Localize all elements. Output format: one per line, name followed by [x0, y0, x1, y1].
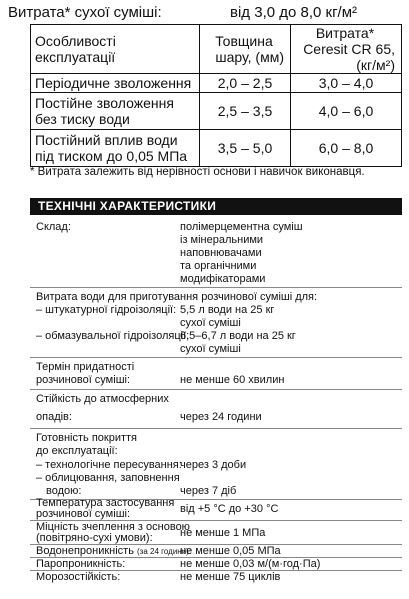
- adhesion-value: не менше 1 МПа: [180, 527, 266, 539]
- tech-section: [30, 0, 402, 599]
- adhesion-label-line: Міцність зчеплення з основою: [36, 521, 190, 533]
- pot-life-label-line: розчинової суміші:: [36, 374, 131, 386]
- divider: [30, 389, 402, 390]
- waterproof-label-small: (за 24 години):: [137, 547, 192, 556]
- waterproof-label-text: Водонепроникність: [36, 545, 134, 557]
- footnote: * Витрата залежить від нерівності основи і навичок виконавця.: [30, 166, 365, 178]
- water-item-label: – обмазувальної гідроізоляції:: [36, 330, 190, 342]
- vapor-value: не менше 0,03 м/(м·год·Па): [180, 558, 321, 570]
- divider: [30, 287, 402, 288]
- consumption-label: Витрата* сухої суміші:: [8, 4, 162, 21]
- row-consumption: 6,0 – 8,0: [291, 130, 402, 167]
- composition-value-line: та органічними: [180, 260, 257, 272]
- temperature-label-line: розчинової суміші:: [36, 508, 131, 520]
- temperature-value: від +5 °С до +30 °С: [180, 503, 279, 515]
- readiness-item-label-line: водою:: [46, 485, 82, 497]
- adhesion-label-line: (повітряно-сухі умови):: [36, 532, 153, 544]
- temperature-label-line: Температура застосування: [36, 497, 175, 509]
- composition-value-line: полімерцементна суміш: [180, 221, 303, 233]
- header-conditions-line2: експлуатації: [35, 49, 116, 65]
- consumption-value: від 3,0 до 8,0 кг/м²: [230, 4, 358, 21]
- header-consumption-line1: Витрата*: [315, 25, 375, 41]
- row-conditions-line: Постійне зволоження: [35, 95, 174, 111]
- header-consumption-line2: Ceresit CR 65, (кг/м²): [303, 41, 395, 73]
- rain-value: через 24 години: [180, 411, 262, 423]
- water-item-value-line: сухої суміші: [180, 317, 241, 329]
- row-conditions-line: під тиском до 0,05 МПа: [35, 148, 188, 164]
- readiness-item-value: через 3 доби: [180, 459, 247, 471]
- pot-life-label-line: Термін придатності: [36, 361, 135, 373]
- frost-label: Морозостійкість:: [36, 571, 121, 583]
- divider: [30, 428, 402, 429]
- readiness-label-line: до експлуатації:: [36, 445, 118, 457]
- composition-value-line: із мінеральними: [180, 234, 264, 246]
- divider: [30, 357, 402, 358]
- header-conditions-line1: Особливості: [35, 33, 116, 49]
- header-thickness-line1: Товщина: [215, 33, 273, 49]
- water-item-label: – штукатурної гідроізоляції:: [36, 304, 177, 316]
- row-thickness: 2,0 – 2,5: [200, 74, 291, 93]
- row-thickness: 2,5 – 3,5: [200, 93, 291, 130]
- readiness-label-line: Готовність покриття: [36, 432, 137, 444]
- vapor-label: Паропроникність:: [36, 558, 126, 570]
- row-conditions-line: Постійний вплив води: [35, 132, 178, 148]
- pot-life-value: не менше 60 хвилин: [180, 374, 285, 386]
- row-thickness: 3,5 – 5,0: [200, 130, 291, 167]
- readiness-item-label-line: – облицювання, заповнення: [36, 472, 180, 484]
- water-label: Витрата води для приготування розчинової суміші для:: [36, 291, 318, 303]
- row-consumption: 3,0 – 4,0: [291, 74, 402, 93]
- row-conditions-line: Періодичне зволоження: [35, 75, 192, 91]
- row-consumption: 4,0 – 6,0: [291, 93, 402, 130]
- header-thickness-line2: шару, (мм): [215, 49, 284, 65]
- composition-label: Склад:: [36, 221, 71, 233]
- composition-value-line: модифікаторами: [180, 273, 266, 285]
- readiness-item-value: через 7 діб: [180, 485, 237, 497]
- tech-header: ТЕХНІЧНІ ХАРАКТЕРИСТИКИ: [30, 198, 402, 215]
- water-item-value-line: сухої суміші: [180, 343, 241, 355]
- frost-value: не менше 75 циклів: [180, 571, 281, 583]
- rain-label-line: опадів:: [36, 411, 72, 423]
- composition-value-line: наповнювачами: [180, 247, 262, 259]
- water-item-value-line: 6,5–6,7 л води на 25 кг: [180, 330, 296, 342]
- waterproof-value: не менше 0,05 МПа: [180, 545, 281, 557]
- row-conditions-line: без тиску води: [35, 111, 130, 127]
- water-item-value-line: 5,5 л води на 25 кг: [180, 304, 275, 316]
- readiness-item-label: – технологічне пересування:: [36, 459, 182, 471]
- rain-label-line: Стійкість до атмосферних: [36, 393, 169, 405]
